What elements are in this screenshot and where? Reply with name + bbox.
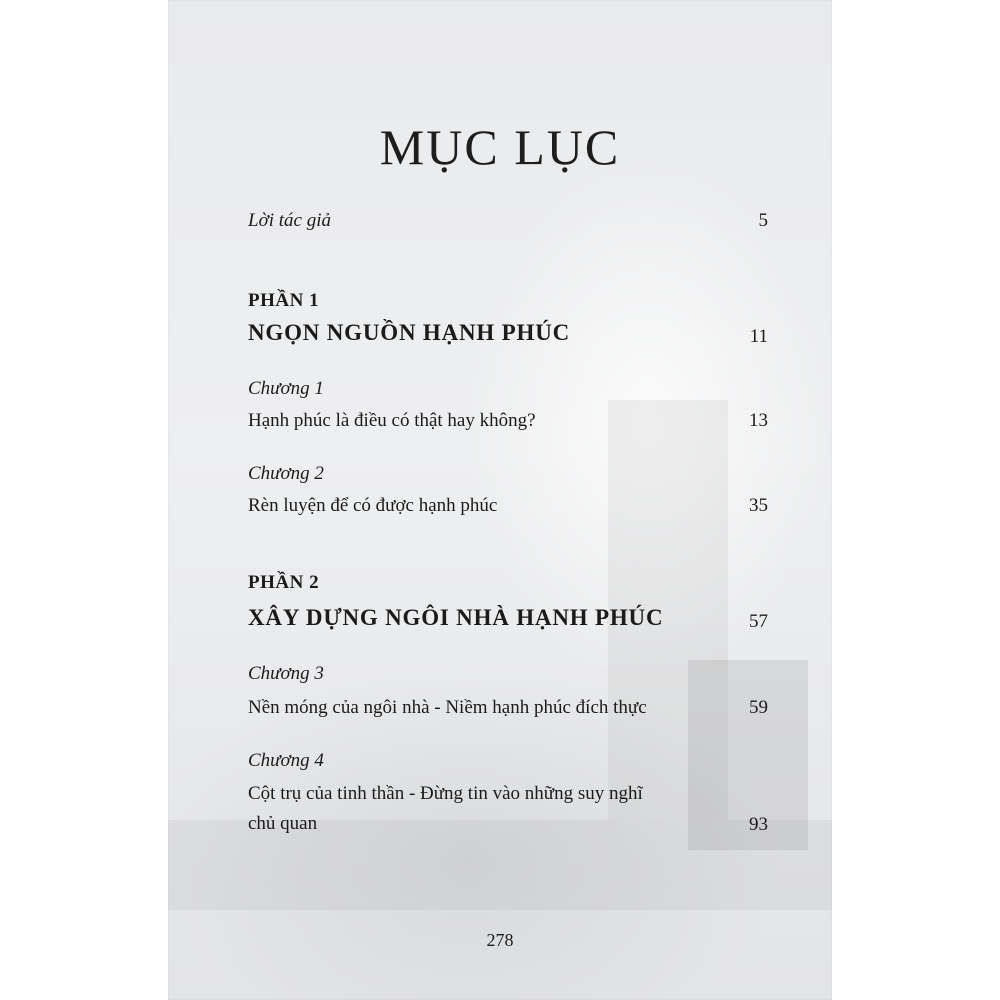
part-2-page: 57 [749, 611, 768, 632]
toc-entry-chapter-2[interactable] [248, 495, 768, 521]
toc-entry-part-2[interactable] [248, 605, 768, 637]
chapter-1-title: Hạnh phúc là điều có thật hay không? [248, 410, 536, 431]
toc-entry-chapter-4[interactable] [248, 783, 768, 843]
toc-entry-chapter-1[interactable] [248, 410, 768, 436]
chapter-1-page: 13 [749, 410, 768, 431]
part-1-page: 11 [749, 326, 768, 347]
preface-label: Lời tác giả [248, 210, 331, 231]
toc-entry-part-1[interactable] [248, 320, 768, 352]
part-1-title: NGỌN NGUỒN HẠNH PHÚC [248, 320, 571, 345]
toc-entry-chapter-3[interactable] [248, 697, 768, 723]
part-2-label: PHẦN 2 [248, 572, 320, 593]
chapter-3-title: Nền móng của ngôi nhà - Niềm hạnh phúc đích thực [248, 697, 647, 718]
chapter-2-header [248, 463, 768, 489]
chapter-4-label: Chương 4 [248, 750, 324, 771]
part-1-header [248, 290, 768, 316]
chapter-1-label: Chương 1 [248, 378, 324, 399]
preface-page: 5 [758, 210, 768, 231]
chapter-3-header [248, 663, 768, 689]
chapter-2-label: Chương 2 [248, 463, 324, 484]
part-2-header [248, 572, 768, 598]
chapter-1-header [248, 378, 768, 404]
chapter-4-title-line-1: Cột trụ của tinh thần - Đừng tin vào những suy nghĩ [248, 783, 643, 804]
chapter-4-header [248, 750, 768, 776]
chapter-2-title: Rèn luyện để có được hạnh phúc [248, 495, 498, 516]
chapter-4-title-line-2: chủ quan [248, 813, 318, 834]
chapter-4-page: 93 [749, 814, 768, 835]
part-2-title: XÂY DỰNG NGÔI NHÀ HẠNH PHÚC [248, 605, 664, 630]
page-title: MỤC LỤC [379, 119, 621, 175]
chapter-3-label: Chương 3 [248, 663, 324, 684]
part-1-label: PHẦN 1 [248, 290, 320, 311]
chapter-3-page: 59 [749, 697, 768, 718]
chapter-2-page: 35 [749, 495, 768, 516]
page-number: 278 [486, 930, 514, 950]
toc-entry-preface[interactable] [248, 210, 768, 236]
book-page [168, 0, 832, 1000]
